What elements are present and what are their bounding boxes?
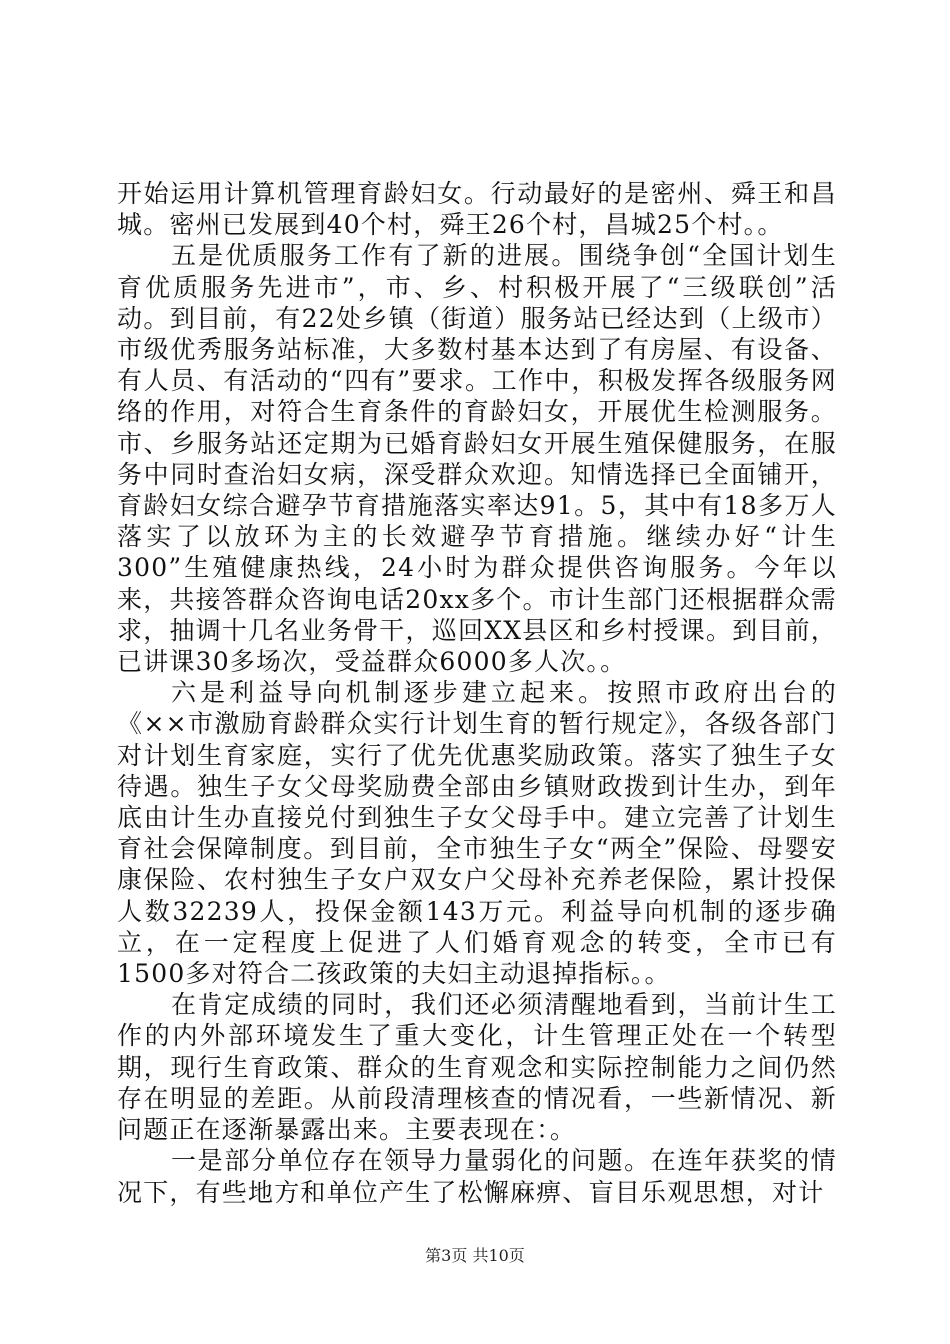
document-body [117,178,837,1208]
paragraph-5: 一是部分单位存在领导力量弱化的问题。在连年获奖的情况下，有些地方和单位产生了松懈麻痹、盲目乐观思想，对计 [117,1146,837,1207]
page-number-label: 第3页 共10页 [425,1246,525,1265]
paragraph-1: 开始运用计算机管理育龄妇女。行动最好的是密州、舜王和昌城。密州已发展到40个村，舜王26个村，昌城25个村。。 [117,179,837,240]
page-footer [0,1243,950,1266]
paragraph-4: 在肯定成绩的同时，我们还必须清醒地看到，当前计生工作的内外部环境发生了重大变化，计生管理正处在一个转型期，现行生育政策、群众的生育观念和实际控制能力之间仍然存在明显的差距。从前段清理核查的情况看，一些新情况、新问题正在逐渐暴露出来。主要表现在：。 [117,990,837,1145]
paragraph-3: 六是利益导向机制逐步建立起来。按照市政府出台的《××市激励育龄群众实行计划生育的暂行规定》，各级各部门对计划生育家庭，实行了优先优惠奖励政策。落实了独生子女待遇。独生子女父母奖励费全部由乡镇财政拨到计生办，到年底由计生办直接兑付到独生子女父母手中。建立完善了计划生育社会保障制度。到目前，全市独生子女“两全”保险、母婴安康保险、农村独生子女户双女户父母补充养老保险，累计投保人数32239人，投保金额143万元。利益导向机制的逐步确立，在一定程度上促进了人们婚育观念的转变，全市已有1500多对符合二孩政策的夫妇主动退掉指标。。 [117,678,837,989]
paragraph-2: 五是优质服务工作有了新的进展。围绕争创“全国计划生育优质服务先进市”，市、乡、村积极开展了“三级联创”活动。到目前，有22处乡镇（街道）服务站已经达到（上级市）市级优秀服务站标准，大多数村基本达到了有房屋、有设备、有人员、有活动的“四有”要求。工作中，积极发挥各级服务网络的作用，对符合生育条件的育龄妇女，开展优生检测服务。市、乡服务站还定期为已婚育龄妇女开展生殖保健服务，在服务中同时查治妇女病，深受群众欢迎。知情选择已全面铺开，育龄妇女综合避孕节育措施落实率达91。5，其中有18多万人落实了以放环为主的长效避孕节育措施。继续办好“计生300”生殖健康热线，24小时为群众提供咨询服务。今年以来，共接答群众咨询电话20xx多个。市计生部门还根据群众需求，抽调十几名业务骨干，巡回XX县区和乡村授课。到目前，已讲课30多场次，受益群众6000多人次。。 [117,241,837,677]
